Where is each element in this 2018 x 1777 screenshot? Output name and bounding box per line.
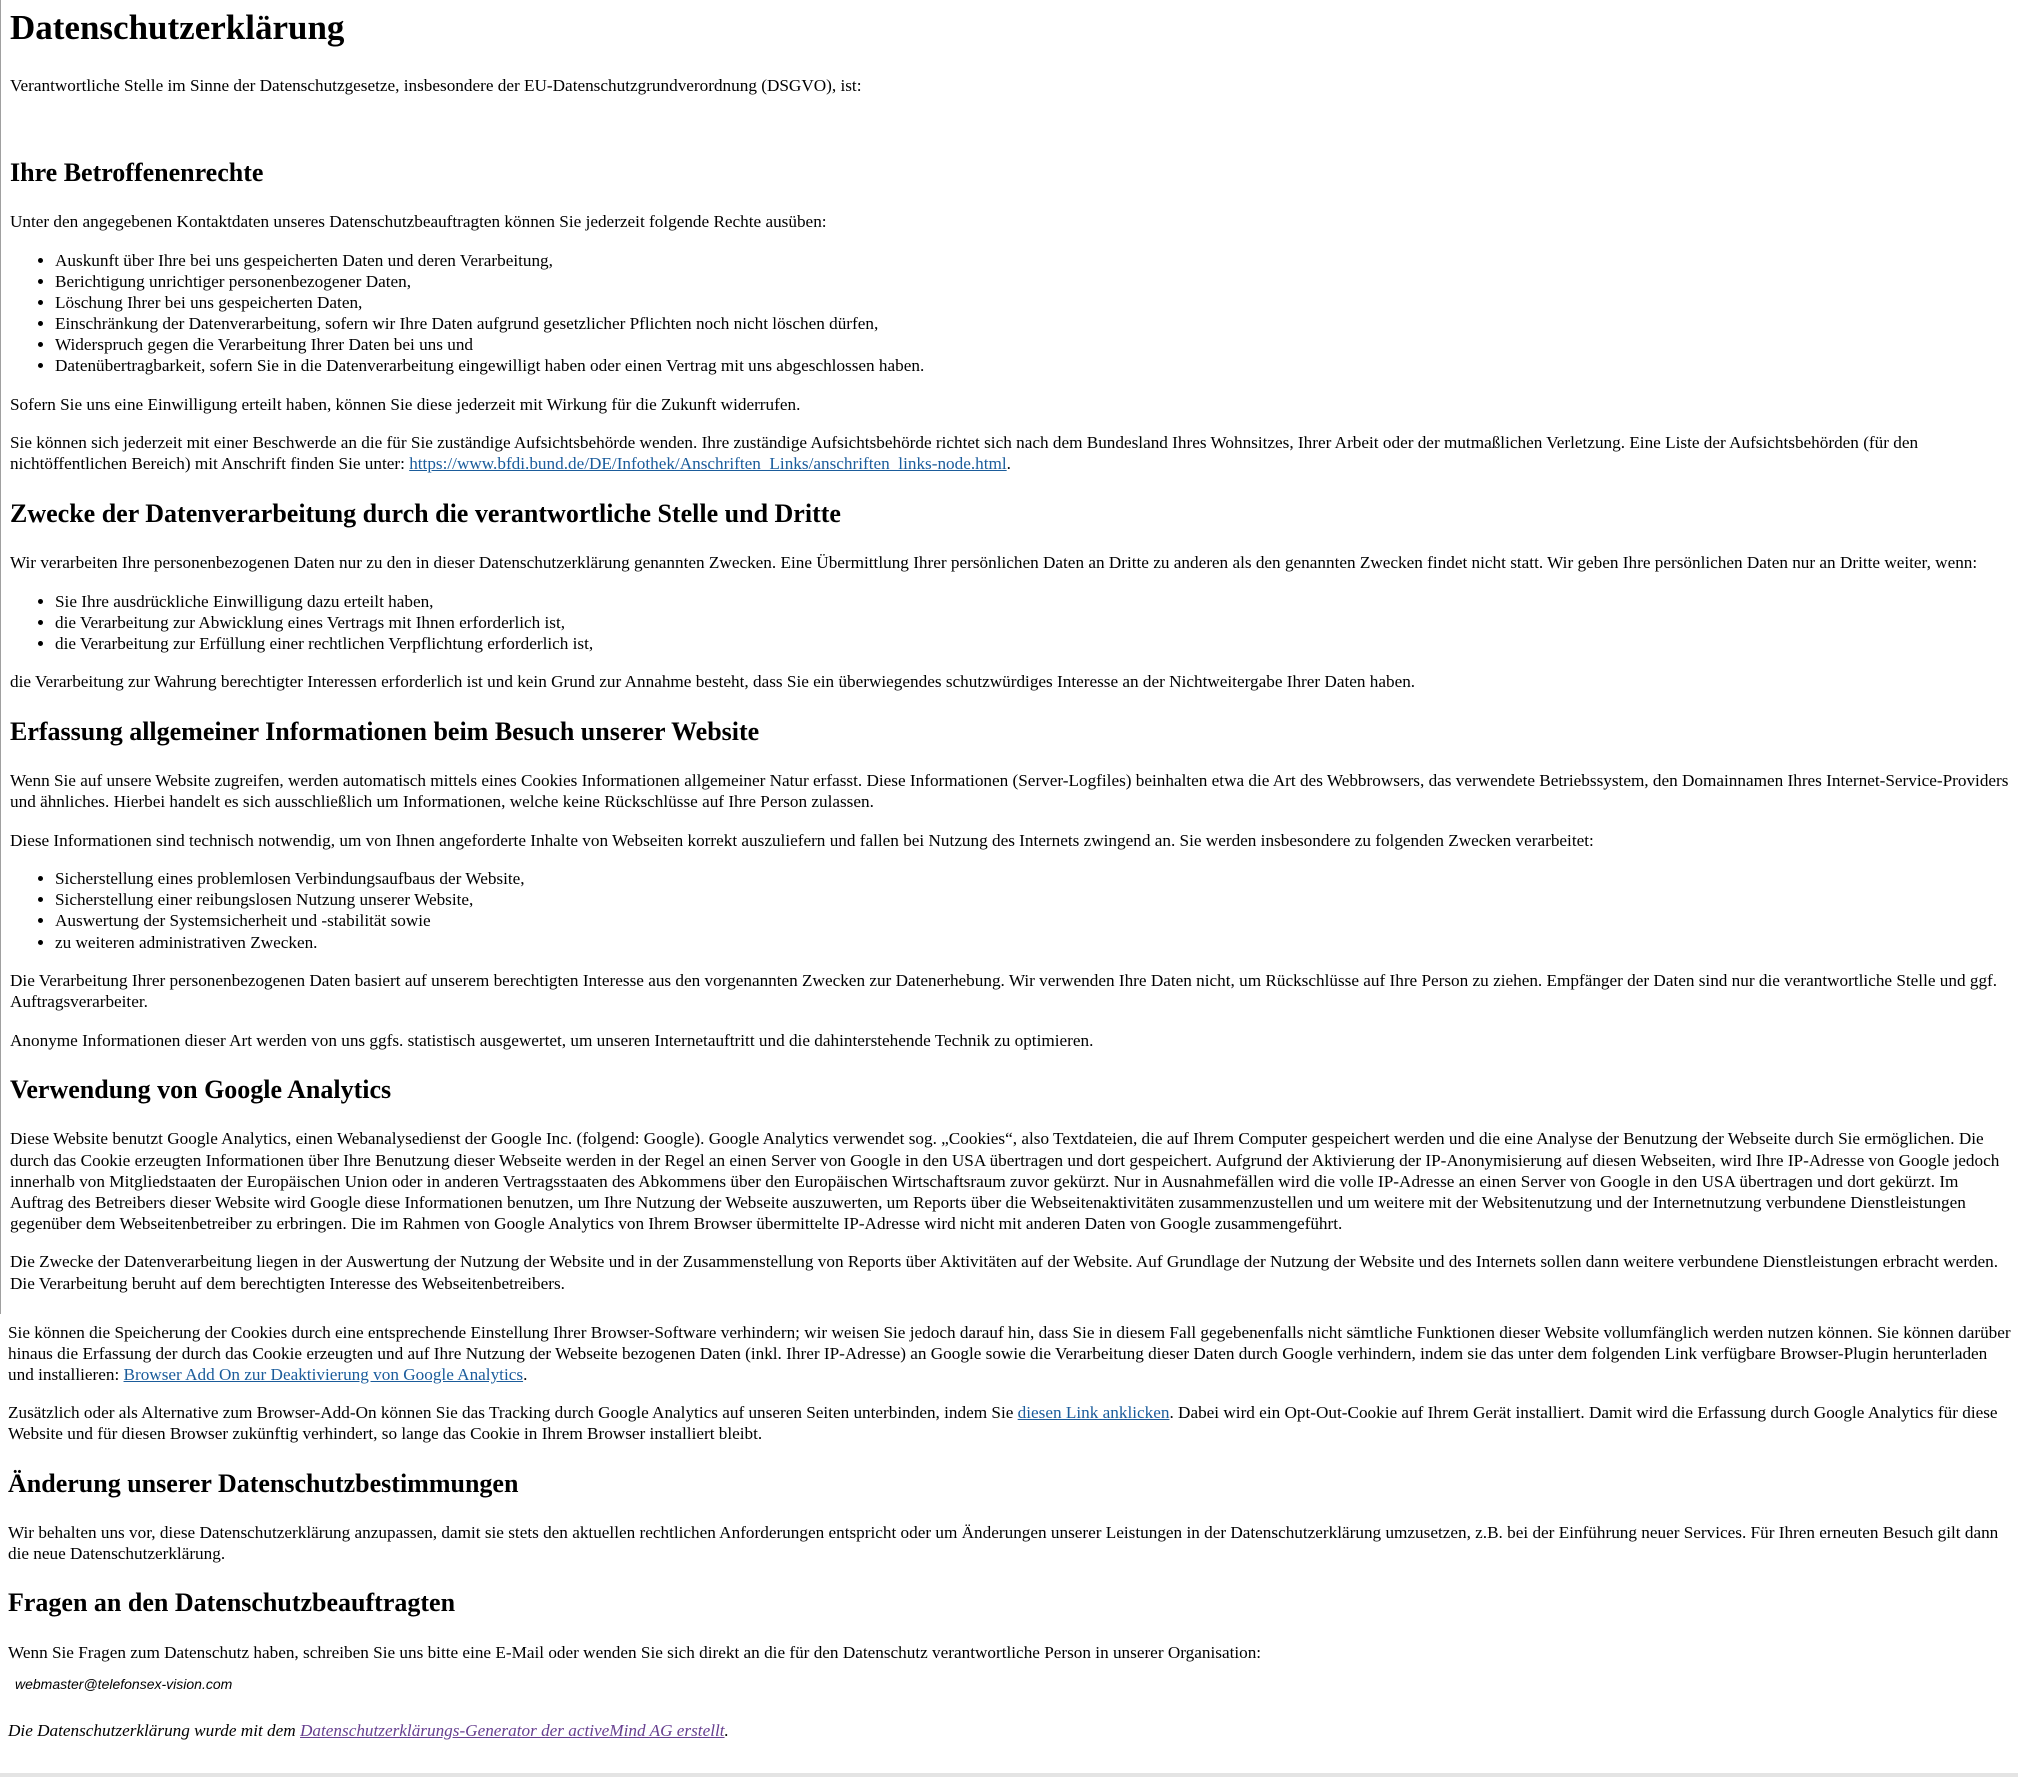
generator-credit-text: Die Datenschutzerklärung wurde mit dem (8, 1720, 300, 1740)
general-info-paragraph: Die Verarbeitung Ihrer personenbezogenen Daten basiert auf unserem berechtigten Interesse aus den vorgenannten Zwecken zur Datenerhebung. Wir verwenden Ihre Daten nicht, um Rückschlüsse auf Ihre Person zu ziehen. Empfänger der Daten sind nur die verantwortliche Stelle und ggf. Auftragsverarbeiter. (10, 971, 1998, 1012)
general-info-list-item: • Sicherstellung eines problemlosen Verbindungsaufbaus der Website, (55, 868, 2014, 889)
purposes-list-item: • die Verarbeitung zur Abwicklung eines Vertrags mit Ihnen erforderlich ist, (55, 612, 2014, 633)
contact-paragraph: Wenn Sie Fragen zum Datenschutz haben, schreiben Sie uns bitte eine E-Mail oder wenden Sie sich direkt an die für den Datenschutz verantwortliche Person in unserer Organisation: (8, 1642, 1262, 1662)
analytics-optout-cookie-paragraph (8, 1402, 2014, 1444)
general-info-paragraph: Anonyme Informationen dieser Art werden von uns ggfs. statistisch ausgewertet, um unseren Internetauftritt und die dahinterstehende Technik zu optimieren. (10, 1030, 1094, 1050)
analytics-optout-period: . (523, 1364, 528, 1384)
responsible-party-paragraph: Verantwortliche Stelle im Sinne der Datenschutzgesetze, insbesondere der EU-Datenschutzgrundverordnung (DSGVO), ist: (10, 75, 862, 95)
page-bottom-edge (0, 1773, 2018, 1777)
purposes-lead-paragraph: Wir verarbeiten Ihre personenbezogenen Daten nur zu den in dieser Datenschutzerklärung genannten Zwecken. Eine Übermittlung Ihrer persönlichen Daten an Dritte zu anderen als den genannten Zwecken findet nicht statt. Wir geben Ihre persönlichen Daten nur an Dritte weiter, wenn: (10, 553, 1978, 573)
optout-cookie-link[interactable]: diesen Link anklicken (1017, 1403, 1170, 1423)
heading-contact: Fragen an den Datenschutzbeauftragten (8, 1588, 456, 1618)
generator-credit-period: . (724, 1720, 729, 1740)
generator-link[interactable]: Datenschutzerklärungs-Generator der activeMind AG erstellt (300, 1720, 725, 1740)
rights-list (10, 250, 2014, 377)
contact-email: webmaster@telefonsex-vision.com (15, 1675, 233, 1692)
general-info-list (10, 868, 2014, 952)
heading-rights: Ihre Betroffenenrechte (10, 157, 264, 187)
rights-lead-paragraph: Unter den angegebenen Kontaktdaten unseres Datenschutzbeauftragten können Sie jederzeit folgende Rechte ausüben: (10, 212, 827, 232)
analytics-paragraph: Diese Website benutzt Google Analytics, einen Webanalysedienst der Google Inc. (folgend: Google). Google Analytics verwendet sog. „Cookies“, also Textdateien, die auf Ihrem Computer gespeichert werden und die eine Analyse der Benutzung der Webseite durch Sie ermöglichen. Die durch das Cookie erzeugten Informationen über Ihre Benutzung dieser Webseite werden in der Regel an einen Server von Google in den USA übertragen und dort gespeichert. Aufgrund der Aktivierung der IP-Anonymisierung auf diesen Webseiten, wird Ihre IP-Adresse von Google jedoch innerhalb von Mitgliedstaaten der Europäischen Union oder in anderen Vertragsstaaten des Abkommens über den Europäischen Wirtschaftsraum zuvor gekürzt. Nur in Ausnahmefällen wird die volle IP-Adresse an einen Server von Google in den USA übertragen und dort gekürzt. Im Auftrag des Betreibers dieser Website wird Google diese Informationen benutzen, um Ihre Nutzung der Webseite auszuwerten, um Reports über die Webseitenaktivitäten zusammenzustellen und um weitere mit der Websitenutzung und der Internetnutzung verbundene Dienstleistungen gegenüber dem Webseitenbetreiber zu erbringen. Die im Rahmen von Google Analytics von Ihrem Browser übermittelte IP-Adresse wird nicht mit anderen Daten von Google zusammengeführt. (10, 1129, 2000, 1233)
general-info-paragraph: Diese Informationen sind technisch notwendig, um von Ihnen angeforderte Inhalte von Webseiten korrekt auszuliefern und fallen bei Nutzung des Internets zwingend an. Sie werden insbesondere zu folgenden Zwecken verarbeitet: (10, 830, 1594, 850)
heading-general-info: Erfassung allgemeiner Informationen beim Besuch unserer Website (10, 716, 760, 746)
general-info-list-item: • zu weiteren administrativen Zwecken. (55, 932, 2014, 953)
policy-lower-section (0, 1322, 2018, 1741)
heading-purposes: Zwecke der Datenverarbeitung durch die verantwortliche Stelle und Dritte (10, 498, 841, 528)
revocation-paragraph: Sofern Sie uns eine Einwilligung erteilt haben, können Sie diese jederzeit mit Wirkung für die Zukunft widerrufen. (10, 394, 801, 414)
complaint-text: Sie können sich jederzeit mit einer Beschwerde an die für Sie zuständige Aufsichtsbehörde wenden. Ihre zuständige Aufsichtsbehörde richtet sich nach dem Bundesland Ihres Wohnsitzes, Ihrer Arbeit oder der mutmaßlichen Verletzung. Eine Liste der Aufsichtsbehörden (für den nichtöffentlichen Bereich) mit Anschrift finden Sie unter: (10, 433, 1919, 474)
changes-paragraph: Wir behalten uns vor, diese Datenschutzerklärung anzupassen, damit sie stets den aktuellen rechtlichen Anforderungen entspricht oder um Änderungen unserer Leistungen in der Datenschutzerklärung umzusetzen, z.B. bei der Einführung neuer Services. Für Ihren erneuten Besuch gilt dann die neue Datenschutzerklärung. (8, 1523, 1999, 1564)
analytics-optout-text: Sie können die Speicherung der Cookies durch eine entsprechende Einstellung Ihrer Browser-Software verhindern; wir weisen Sie jedoch darauf hin, dass Sie in diesem Fall gegebenenfalls nicht sämtliche Funktionen dieser Website vollumfänglich werden nutzen können. Sie können darüber hinaus die Erfassung der durch das Cookie erzeugten und auf Ihre Nutzung der Webseite bezogenen Daten (inkl. Ihrer IP-Adresse) an Google sowie die Verarbeitung dieser Daten durch Google verhindern, indem sie das unter dem folgenden Link verfügbare Browser-Plugin herunterladen und installieren: (8, 1322, 2011, 1384)
rights-list-item: • Widerspruch gegen die Verarbeitung Ihrer Daten bei uns und (55, 334, 2014, 355)
analytics-paragraph: Die Zwecke der Datenverarbeitung liegen in der Auswertung der Nutzung der Website und in der Zusammenstellung von Reports über Aktivitäten auf der Website. Auf Grundlage der Nutzung der Website und des Internets sollen dann weitere verbundene Dienstleistungen erbracht werden. Die Verarbeitung beruht auf dem berechtigten Interesse des Webseitenbetreibers. (10, 1252, 1999, 1293)
optout-cookie-after: . Dabei wird ein Opt-Out-Cookie auf Ihrem Gerät installiert. Damit wird die Erfassung durch Google Analytics für diese Website und für diesen Browser zukünftig verhindert, so lange das Cookie in Ihrem Browser installiert bleibt. (8, 1403, 1998, 1444)
heading-changes: Änderung unserer Datenschutzbestimmungen (8, 1468, 519, 1498)
rights-list-item: • Einschränkung der Datenverarbeitung, sofern wir Ihre Daten aufgrund gesetzlicher Pflichten noch nicht löschen dürfen, (55, 313, 2014, 334)
rights-list-item: • Auskunft über Ihre bei uns gespeicherten Daten und deren Verarbeitung, (55, 250, 2014, 271)
rights-list-item: • Berichtigung unrichtiger personenbezogener Daten, (55, 271, 2014, 292)
complaint-period: . (1006, 454, 1011, 474)
bfdi-link[interactable]: https://www.bfdi.bund.de/DE/Infothek/Anschriften_Links/anschriften_links-node.html (409, 454, 1007, 474)
general-info-paragraph: Wenn Sie auf unsere Website zugreifen, werden automatisch mittels eines Cookies Informationen allgemeiner Natur erfasst. Diese Informationen (Server-Logfiles) beinhalten etwa die Art des Webbrowsers, das verwendete Betriebssystem, den Domainnamen Ihres Internet-Service-Providers und ähnliches. Hierbei handelt es sich ausschließlich um Informationen, welche keine Rückschlüsse auf Ihre Person zulassen. (10, 771, 2009, 812)
purposes-closing-paragraph: die Verarbeitung zur Wahrung berechtigter Interessen erforderlich ist und kein Grund zur Annahme besteht, dass Sie ein überwiegendes schutzwürdiges Interesse an der Nichtweitergabe Ihrer Daten haben. (10, 672, 1416, 692)
heading-google-analytics: Verwendung von Google Analytics (10, 1074, 392, 1104)
purposes-list-item: • die Verarbeitung zur Erfüllung einer rechtlichen Verpflichtung erforderlich ist, (55, 633, 2014, 654)
purposes-list-item: • Sie Ihre ausdrückliche Einwilligung dazu erteilt haben, (55, 591, 2014, 612)
analytics-optout-paragraph (8, 1322, 2014, 1385)
complaint-paragraph (10, 432, 2014, 474)
browser-addon-link[interactable]: Browser Add On zur Deaktivierung von Google Analytics (123, 1364, 524, 1384)
general-info-list-item: • Auswertung der Systemsicherheit und -stabilität sowie (55, 910, 2014, 931)
page-title: Datenschutzerklärung (10, 8, 345, 47)
rights-list-item: • Löschung Ihrer bei uns gespeicherten Daten, (55, 292, 2014, 313)
general-info-list-item: • Sicherstellung einer reibungslosen Nutzung unserer Website, (55, 889, 2014, 910)
rights-list-item: • Datenübertragbarkeit, sofern Sie in die Datenverarbeitung eingewilligt haben oder einen Vertrag mit uns abgeschlossen haben. (55, 355, 2014, 376)
purposes-list (10, 591, 2014, 654)
generator-credit (8, 1720, 2014, 1741)
optout-cookie-text: Zusätzlich oder als Alternative zum Browser-Add-On können Sie das Tracking durch Google Analytics auf unseren Seiten unterbinden, indem Sie (8, 1403, 1018, 1423)
